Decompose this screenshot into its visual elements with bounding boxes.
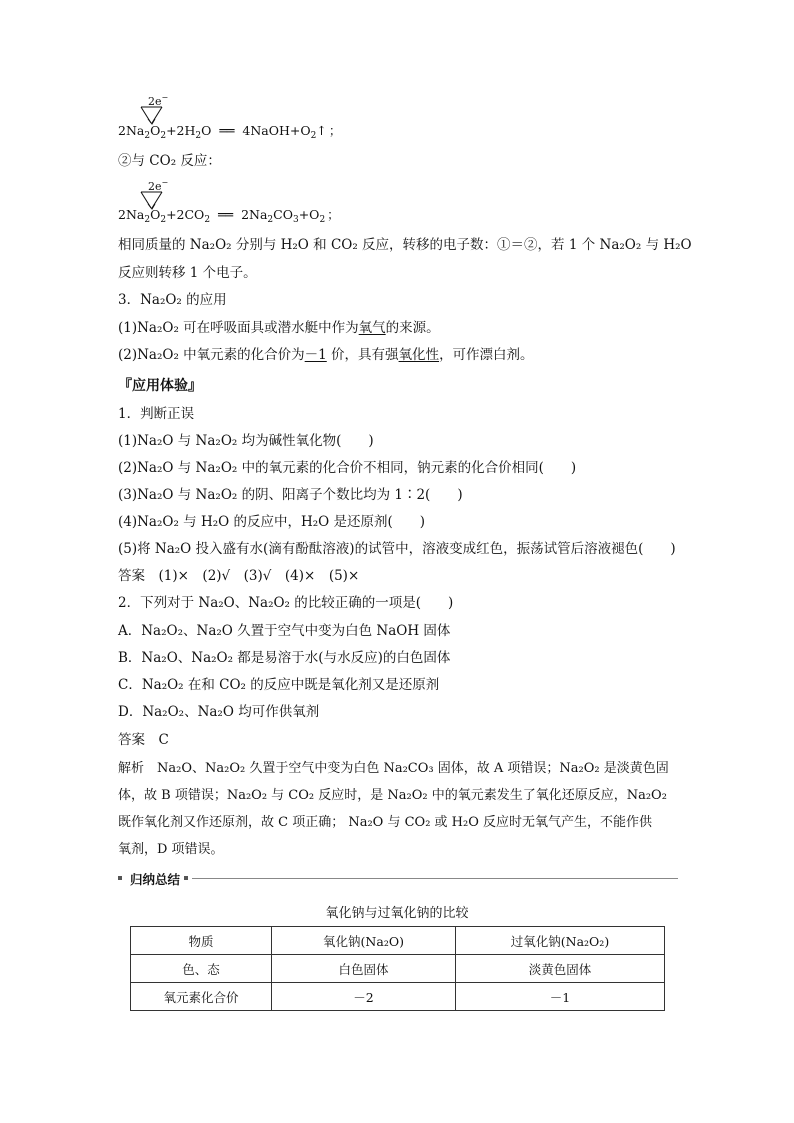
- analysis-line-1: 解析 Na₂O、Na₂O₂ 久置于空气中变为白色 Na₂CO₃ 固体，故 A 项错误；Na₂O₂ 是淡黄色固: [118, 761, 669, 776]
- table-cell: －2: [272, 983, 456, 1011]
- analysis-line-3: 既作氧化剂又作还原剂，故 C 项正确； Na₂O 与 CO₂ 或 H₂O 反应时无氧气产生，不能作供: [118, 815, 653, 830]
- question-1-title: 1．判断正误: [118, 406, 195, 422]
- question-2-option-b: B．Na₂O、Na₂O₂ 都是易溶于水(与水反应)的白色固体: [118, 650, 451, 666]
- table-cell: 色、态: [131, 955, 272, 983]
- table-row: [131, 983, 665, 1011]
- table-row: [131, 955, 665, 983]
- question-1-answer: 答案 (1)× (2)√ (3)√ (4)× (5)×: [118, 568, 360, 584]
- question-2-answer: 答案 C: [118, 732, 169, 748]
- question-2-title: 2．下列对于 Na₂O、Na₂O₂ 的比较正确的一项是( ): [118, 595, 454, 611]
- table-header-cell: 过氧化钠(Na₂O₂): [456, 927, 665, 955]
- comparison-table: [130, 926, 665, 1011]
- table-header-cell: 物质: [131, 927, 272, 955]
- table-cell: －1: [456, 983, 665, 1011]
- question-2-option-a: A．Na₂O₂、Na₂O 久置于空气中变为白色 NaOH 固体: [118, 623, 451, 639]
- section-title-application-practice: 『应用体验』: [118, 378, 202, 394]
- co2-reaction-intro: ②与 CO₂ 反应：: [118, 153, 221, 169]
- analysis-line-4: 氧剂，D 项错误。: [118, 842, 224, 857]
- question-2-option-c: C．Na₂O₂ 在和 CO₂ 的反应中既是氧化剂又是还原剂: [118, 677, 440, 693]
- table-header-cell: 氧化钠(Na₂O): [272, 927, 456, 955]
- electron-transfer-paragraph-line-1: 相同质量的 Na₂O₂ 分别与 H₂O 和 CO₂ 反应，转移的电子数：①＝②，若 1 个 Na₂O₂ 与 H₂O: [118, 237, 692, 253]
- question-1-item-4: (4)Na₂O₂ 与 H₂O 的反应中，H₂O 是还原剂( ): [118, 514, 426, 530]
- applications-heading: 3．Na₂O₂ 的应用: [118, 292, 227, 308]
- question-1-item-1: (1)Na₂O 与 Na₂O₂ 均为碱性氧化物( ): [118, 433, 374, 449]
- analysis-line-2: 体，故 B 项错误；Na₂O₂ 与 CO₂ 反应时，是 Na₂O₂ 中的氧元素发生了氧化还原反应，Na₂O₂: [118, 788, 667, 803]
- equation-na2o2-h2o: $2Na_2O_2+2H_2O$ ══ $4NaOH+O_2↑$ ；: [118, 123, 342, 141]
- equation-na2o2-co2: $2Na_2O_2+2CO_2$ ══ $2Na_2CO_3+O_2$ ；: [118, 207, 340, 225]
- question-1-item-3: (3)Na₂O 与 Na₂O₂ 的阴、阳离子个数比均为 1∶2( ): [118, 487, 463, 503]
- summary-marker-right: [184, 876, 188, 880]
- application-item-1: (1)Na₂O₂ 可在呼吸面具或潜水艇中作为氧气的来源。: [118, 320, 440, 336]
- summary-marker-left: [118, 876, 122, 880]
- electron-label-1: 2e−: [148, 93, 169, 108]
- summary-rule: [192, 878, 678, 879]
- table-cell: 氧元素化合价: [131, 983, 272, 1011]
- application-item-2: (2)Na₂O₂ 中氧元素的化合价为－1 价，具有强氧化性，可作漂白剂。: [118, 347, 534, 363]
- table-cell: 白色固体: [272, 955, 456, 983]
- electron-transfer-paragraph-line-2: 反应则转移 1 个电子。: [118, 265, 257, 281]
- summary-section-header: [118, 870, 678, 888]
- summary-label: 归纳总结: [130, 872, 181, 887]
- table-caption: 氧化钠与过氧化钠的比较: [325, 906, 469, 921]
- question-1-item-2: (2)Na₂O 与 Na₂O₂ 中的氧元素的化合价不相同，钠元素的化合价相同( ): [118, 460, 577, 476]
- table-cell: 淡黄色固体: [456, 955, 665, 983]
- question-1-item-5: (5)将 Na₂O 投入盛有水(滴有酚酞溶液)的试管中，溶液变成红色，振荡试管后溶液褪色( ): [118, 541, 676, 557]
- electron-label-2: 2e−: [148, 178, 169, 193]
- table-header-row: [131, 927, 665, 955]
- question-2-option-d: D．Na₂O₂、Na₂O 均可作供氧剂: [118, 704, 320, 720]
